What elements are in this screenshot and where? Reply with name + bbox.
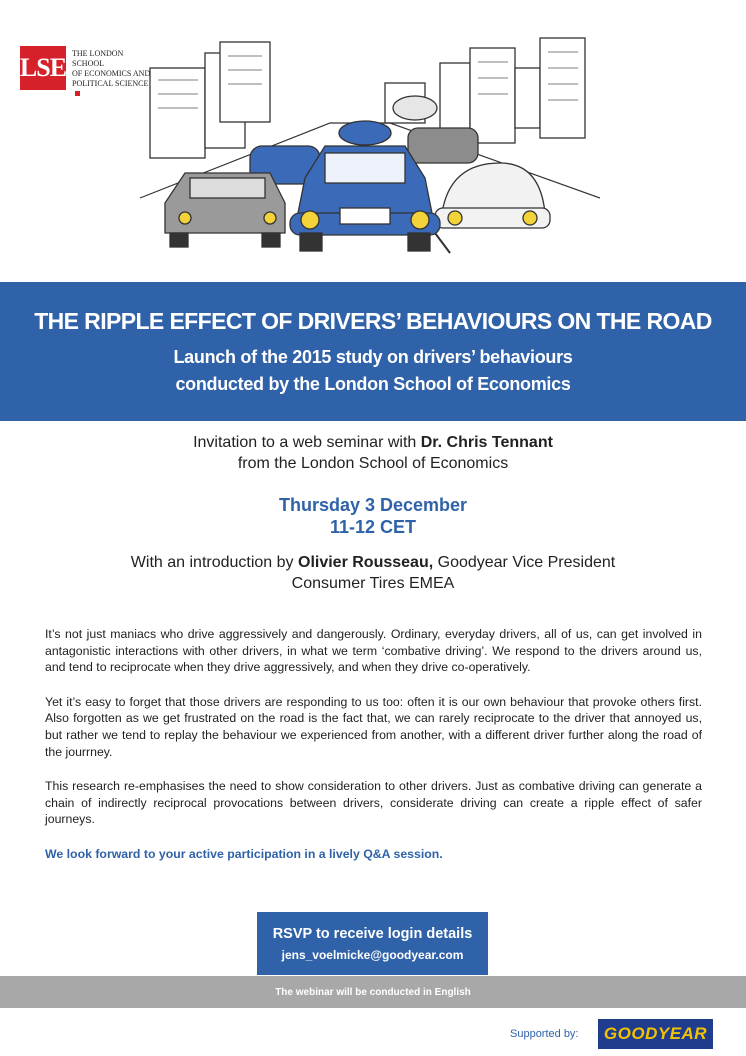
introduction-text: With an introduction by Olivier Rousseau, Goodyear Vice President Consumer Tires EMEA	[130, 554, 616, 592]
language-note: The webinar will be conducted in English	[0, 976, 746, 1008]
rsvp-label: RSVP to receive login details	[272, 926, 473, 942]
paragraph: Yet it’s easy to forget that those drivers are responding to us too: often it is our own behaviour that provoke others first. Also forgotten as we get frustrated on the road is the fact that, we can rarely reciprocate to the driver that annoyed us, but rather we tend to replay the behaviour we experienced from another, with a different driver further along the road of the jourrney.	[45, 694, 702, 759]
lse-logo: LSE	[20, 46, 66, 90]
lse-institution-name: THE LONDON SCHOOL OF ECONOMICS AND POLITICAL SCIENCE	[72, 49, 152, 99]
rsvp-email-link[interactable]: jens_voelmicke@goodyear.com	[281, 948, 464, 962]
supported-by-label: Supported by:	[510, 1028, 579, 1040]
hero-illustration-area	[0, 0, 746, 282]
body-text	[45, 626, 702, 881]
speaker-name: Dr. Chris Tennant	[420, 434, 553, 451]
highlight-paragraph: We look forward to your active participation in a lively Q&A session.	[45, 846, 443, 861]
rsvp-box[interactable]	[257, 912, 488, 975]
traffic-jam-illustration	[130, 28, 600, 278]
introducer-name: Olivier Rousseau,	[298, 554, 434, 571]
invitation-text: Invitation to a web seminar with Dr. Chris Tennant from the London School of Economics	[193, 434, 553, 472]
title-banner	[0, 282, 746, 421]
paragraph: This research re-emphasises the need to show consideration to other drivers. Just as combative driving can generate a chain of indirectly reciprocal provocations between drivers, considerate driving can create a ripple effect of safer journeys.	[45, 779, 702, 827]
event-date: Thursday 3 December 11-12 CET	[278, 495, 468, 537]
goodyear-logo: GOODYEAR	[598, 1019, 713, 1049]
event-title: THE RIPPLE EFFECT OF DRIVERS’ BEHAVIOURS ON THE ROAD	[34, 308, 712, 334]
paragraph: It’s not just maniacs who drive aggressively and dangerously. Ordinary, everyday drivers, all of us, can get involved in antagonistic interactions with other drivers, in what we term ‘combative driving’. We respond to the drivers around us, and tend to reciprocate when they drive aggressively, and when they drive co-operatively.	[45, 627, 702, 675]
event-subtitle: Launch of the 2015 study on drivers’ behaviours conducted by the London School of Economics	[173, 347, 573, 394]
